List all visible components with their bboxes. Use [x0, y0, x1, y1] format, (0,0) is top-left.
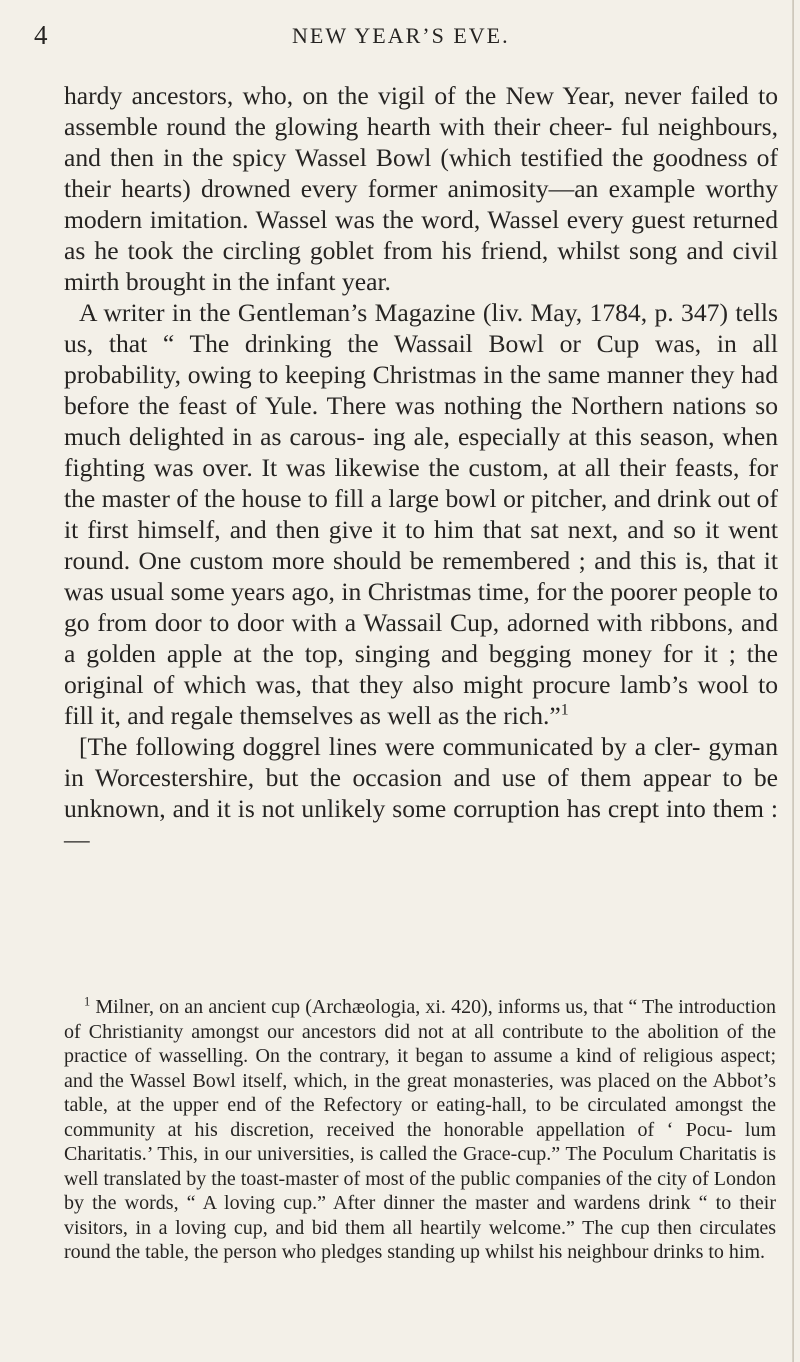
running-title: NEW YEAR’S EVE.: [292, 23, 510, 48]
paragraph-text: A writer in the Gentleman’s Magazine (liv. May, 1784, p. 347) tells us, that “ The drinking the Wassail Bowl or Cup was, in all probability, owing to keeping Christmas in the same manner they had before the feast of Yule. There was nothing the Northern nations so much delighted in as carous- ing ale, especially at this season, when fighting was over. It was likewise the custom, at all their feasts, for the master of the house to fill a large bowl or pitcher, and drink out of it first himself, and then give it to him that sat next, and so it went round. One custom more should be remembered ; and this is, that it was usual some years ago, in Christmas time, for the poorer people to go from door to door with a Wassail Cup, adorned with ribbons, and a golden apple at the top, singing and begging money for it ; the original of which was, that they also might procure lamb’s wool to fill it, and regale themselves as well as the rich.”: [64, 298, 778, 730]
paragraph-gentlemans-magazine: [64, 297, 778, 731]
page-edge: [792, 0, 794, 1362]
main-text: [64, 80, 778, 855]
footnote-reference[interactable]: 1: [560, 701, 569, 719]
page-header: [34, 20, 772, 54]
paragraph-doggrel-intro: [The following doggrel lines were communicated by a cler- gyman in Worcestershire, but the occasion and use of them appear to be unknown, and it is not unlikely some corruption has crept into them : —: [64, 732, 778, 854]
footnote-section: [64, 995, 776, 1265]
book-page: [34, 0, 778, 1362]
footnote-text: Milner, on an ancient cup (Archæologia, xi. 420), informs us, that “ The introduction of Christianity amongst our ancestors did not at all contribute to the abolition of the practice of wasselling. On the contrary, it began to assume a kind of religious aspect; and the Wassel Bowl itself, which, in the great monasteries, was placed on the Abbot’s table, at the upper end of the Refectory or eating-hall, to be circulated amongst the community at his discretion, received the honorable appellation of ‘ Pocu- lum Charitatis.’ This, in our universities, is called the Grace-cup.” The Poculum Charitatis is well translated by the toast-master of most of the public companies of the city of London by the words, “ A loving cup.” After dinner the master and wardens drink “ to their visitors, in a loving cup, and bid them all heartily welcome.” The cup then circulates round the table, the person who pledges standing up whilst his neighbour drinks to him.: [64, 996, 776, 1263]
footnote: [64, 995, 776, 1265]
page-number: 4: [34, 20, 49, 50]
paragraph-continued: hardy ancestors, who, on the vigil of the New Year, never failed to assemble round the glowing hearth with their cheer- ful neighbours, and then in the spicy Wassel Bowl (which testified the goodness of their hearts) drowned every former animosity—an example worthy modern imitation. Wassel was the word, Wassel every guest returned as he took the circling goblet from his friend, whilst song and civil mirth brought in the infant year.: [64, 81, 778, 296]
footnote-marker: 1: [84, 994, 91, 1009]
